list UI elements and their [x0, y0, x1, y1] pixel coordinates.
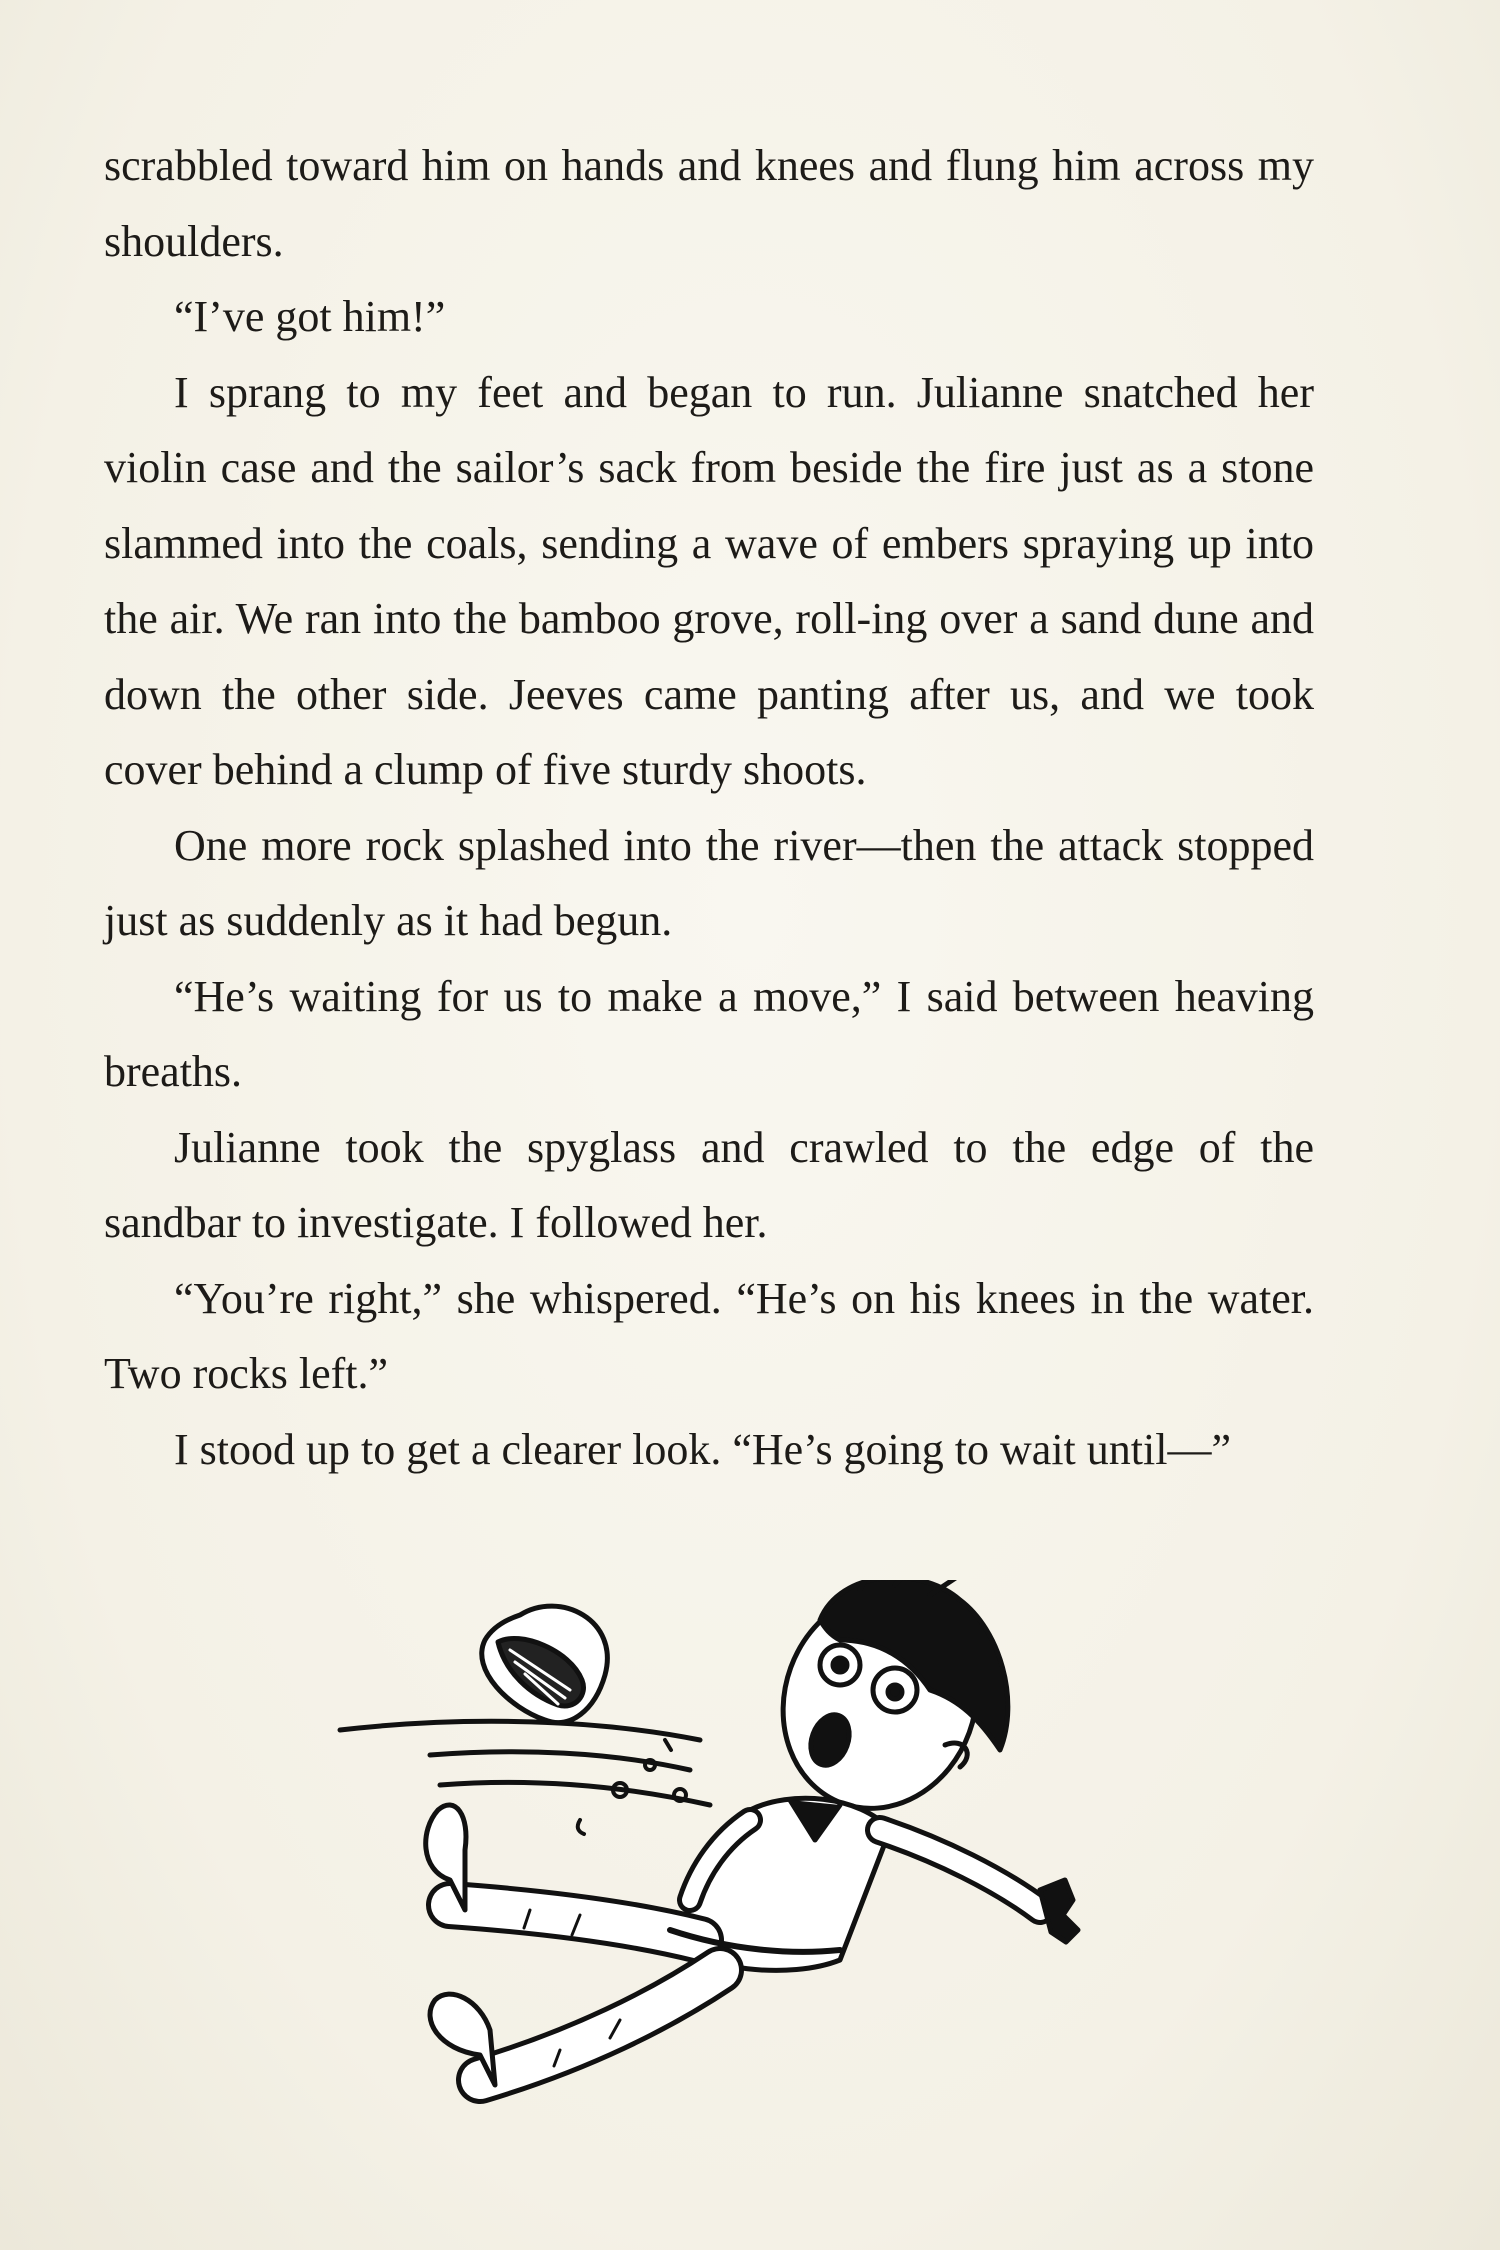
boy-hit-by-shoe-illustration: [320, 1580, 1180, 2250]
paragraph-2: “I’ve got him!”: [174, 292, 446, 341]
paragraph-5: “He’s waiting for us to make a move,” I said between heaving breaths.: [104, 971, 1314, 1096]
body-text: [104, 128, 1314, 1487]
paragraph-3: I sprang to my feet and began to run. Julianne snatched her violin case and the sailor’s sack from beside the fire just as a stone slammed into the coals, sending a wave of embers spraying up into the air. We ran into the bamboo grove, roll-ing over a sand dune and down the other side. Jeeves came panting after us, and we took cover behind a clump of five sturdy shoots.: [104, 367, 1314, 794]
paragraph-6: Julianne took the spyglass and crawled to the edge of the sandbar to investigate. I followed her.: [104, 1122, 1314, 1247]
flying-shoe: [482, 1606, 608, 1722]
paragraph-7: “You’re right,” she whispered. “He’s on his knees in the water. Two rocks left.”: [104, 1273, 1314, 1398]
paragraph-8: I stood up to get a clearer look. “He’s going to wait until—”: [174, 1424, 1231, 1474]
paragraph-1: scrabbled toward him on hands and knees and flung him across my shoulders.: [104, 141, 1314, 266]
paragraph-4: One more rock splashed into the river—then the attack stopped just as suddenly as it had begun.: [104, 820, 1314, 945]
